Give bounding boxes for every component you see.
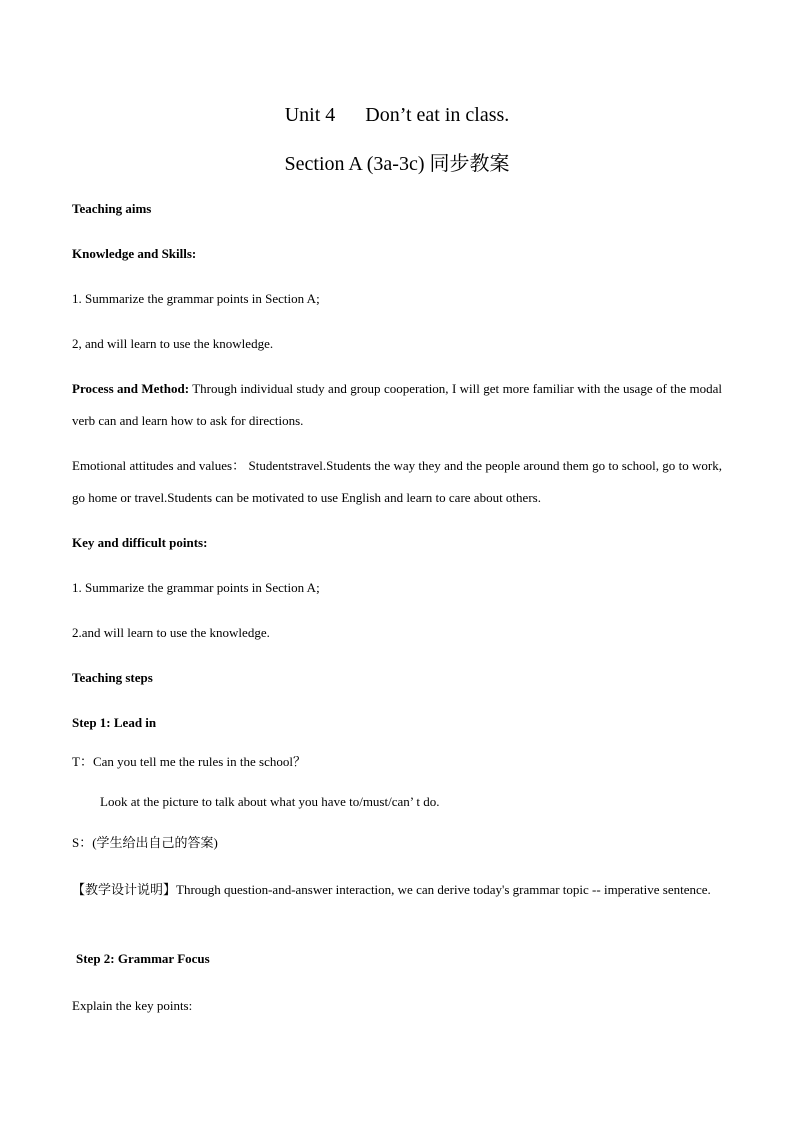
key-difficult-heading: Key and difficult points: [72,535,208,550]
section-title: Section A (3a-3c) 同步教案 [284,153,510,175]
key-point-1: 1. Summarize the grammar points in Section A; [72,580,320,595]
emotional-attitudes-paragraph: Emotional attitudes and values： Studentstravel.Students the way they and the people around them go to school, go to work, go home or travel.Students can be motivated to use English and learn to care about others. [72,458,722,505]
unit-sentence: Don’t eat in class. [365,104,510,126]
knowledge-item-2: 2, and will learn to use the knowledge. [72,336,274,351]
design-note-label: 【教学设计说明】 [72,882,177,897]
teaching-aims-heading: Teaching aims [72,201,152,216]
step1-heading: Step 1: Lead in [72,715,157,730]
unit-title [0,104,794,127]
step1-picture-instruction: Look at the picture to talk about what you have to/must/can’ t do. [100,794,440,809]
step1-student-answer: S：(学生给出自己的答案) [72,835,218,850]
step1-teacher-question: T：Can you tell me the rules in the school？ [72,754,306,769]
explain-key-points: Explain the key points: [72,998,193,1013]
process-method-label: Process and Method: [72,381,190,396]
process-method-paragraph [72,373,722,437]
knowledge-item-1: 1. Summarize the grammar points in Section A; [72,291,320,306]
design-note-paragraph [72,874,722,906]
key-point-2: 2.and will learn to use the knowledge. [72,625,270,640]
teaching-steps-heading: Teaching steps [72,670,153,685]
unit-label: Unit 4 [284,104,336,126]
knowledge-skills-heading: Knowledge and Skills: [72,246,197,261]
step2-heading: Step 2: Grammar Focus [76,951,210,966]
process-method-text: Through individual study and group cooperation, I will get more familiar with the usage of the modal verb can and learn how to ask for directions. [72,381,722,428]
design-note-text: Through question-and-answer interaction, we can derive today's grammar topic -- imperative sentence. [176,882,711,897]
